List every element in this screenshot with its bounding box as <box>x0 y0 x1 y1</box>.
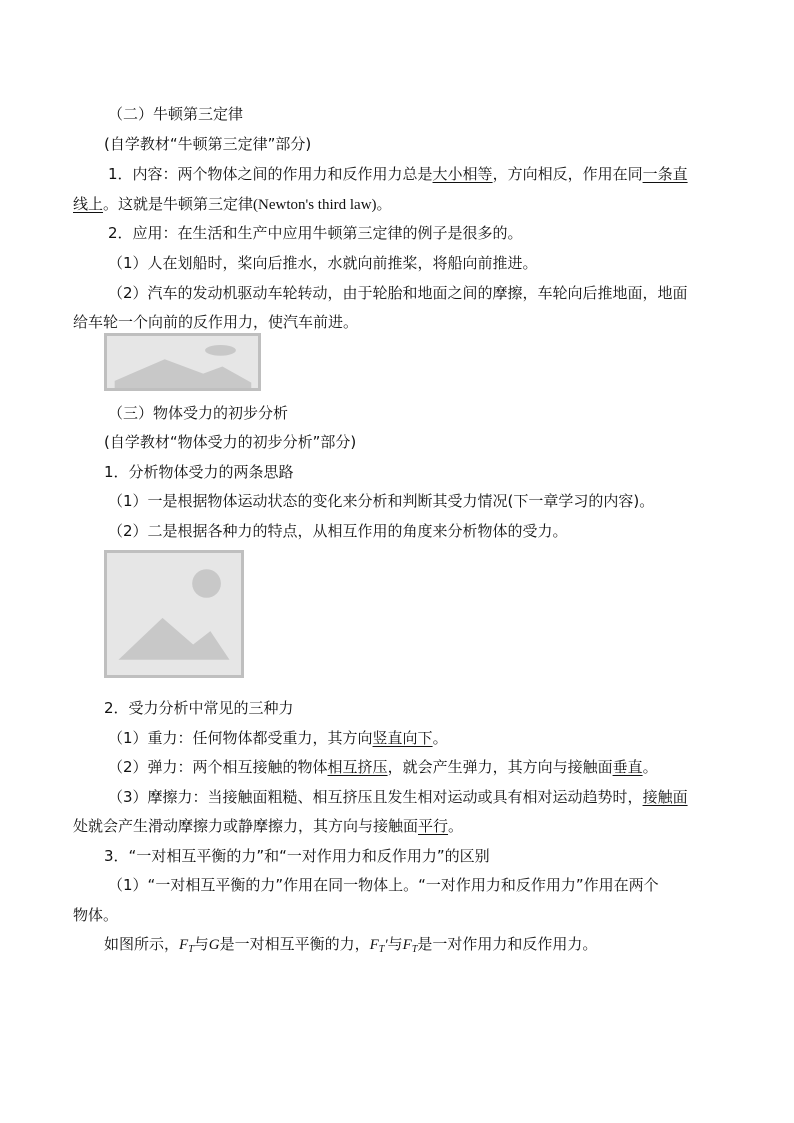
self-study-note: (自学教材“物体受力的初步分析”部分) <box>104 433 357 451</box>
underlined-answer: 大小相等 <box>432 165 493 183</box>
section-heading-newton-third-law: （二）牛顿第三定律 <box>108 105 244 123</box>
idea-1: （1）一是根据物体运动状态的变化来分析和判断其受力情况(下一章学习的内容)。 <box>108 492 655 510</box>
symbol-FT: $F_T$ <box>402 937 418 955</box>
figure-description: 如图所示，$F_T$与G是一对相互平衡的力，$F_T'$与$F_T$是一对作用力和反作用力。 <box>104 935 598 955</box>
force-friction: （3）摩擦力：当接触面粗糙、相互挤压且发生相对运动或具有相对运动趋势时，接触面 <box>108 788 688 806</box>
paragraph-application: 2．应用：在生活和生产中应用牛顿第三定律的例子是很多的。 <box>108 224 523 242</box>
idea-2: （2）二是根据各种力的特点，从相互作用的角度来分析物体的受力。 <box>108 522 568 540</box>
example-car: （2）汽车的发动机驱动车轮转动，由于轮胎和地面之间的摩擦，车轮向后推地面，地面 <box>108 284 688 302</box>
underlined-answer: 平行 <box>418 817 449 835</box>
underlined-answer: 相互挤压 <box>327 758 388 776</box>
difference-1: （1）“一对相互平衡的力”作用在同一物体上。“一对作用力和反作用力”作用在两个 <box>108 876 659 894</box>
underlined-answer: 竖直向下 <box>372 729 433 747</box>
symbol-G: G <box>208 937 220 953</box>
underlined-answer: 一条直 <box>642 165 688 183</box>
force-friction-cont: 处就会产生滑动摩擦力或静摩擦力，其方向与接触面平行。 <box>73 817 464 835</box>
symbol-FT: $F_T$ <box>179 937 194 955</box>
image-placeholder-icon <box>104 550 244 678</box>
image-placeholder-icon <box>104 333 261 391</box>
example-rowing: （1）人在划船时，桨向后推水，水就向前推桨，将船向前推进。 <box>108 254 538 272</box>
underlined-answer: 垂直 <box>612 758 643 776</box>
paragraph-content: 1．内容：两个物体之间的作用力和反作用力总是大小相等，方向相反，作用在同一条直 <box>108 165 688 183</box>
subheading-two-ideas: 1．分析物体受力的两条思路 <box>104 463 294 481</box>
subheading-three-forces: 2．受力分析中常见的三种力 <box>104 699 294 717</box>
subheading-difference: 3．“一对相互平衡的力”和“一对作用力和反作用力”的区别 <box>104 847 490 865</box>
difference-1-cont: 物体。 <box>73 906 119 924</box>
underlined-answer: 线上 <box>73 195 104 213</box>
underlined-answer: 接触面 <box>642 788 688 806</box>
example-car-cont: 给车轮一个向前的反作用力，使汽车前进。 <box>73 313 359 331</box>
symbol-FT-prime: $F_T'$ <box>369 937 388 955</box>
self-study-note: (自学教材“牛顿第三定律”部分) <box>104 135 312 153</box>
paragraph-content-cont: 线上。这就是牛顿第三定律(Newton's third law)。 <box>73 195 392 213</box>
force-elastic: （2）弹力：两个相互接触的物体相互挤压，就会产生弹力，其方向与接触面垂直。 <box>108 758 658 776</box>
section-heading-force-analysis: （三）物体受力的初步分析 <box>108 404 289 422</box>
force-gravity: （1）重力：任何物体都受重力，其方向竖直向下。 <box>108 729 448 747</box>
